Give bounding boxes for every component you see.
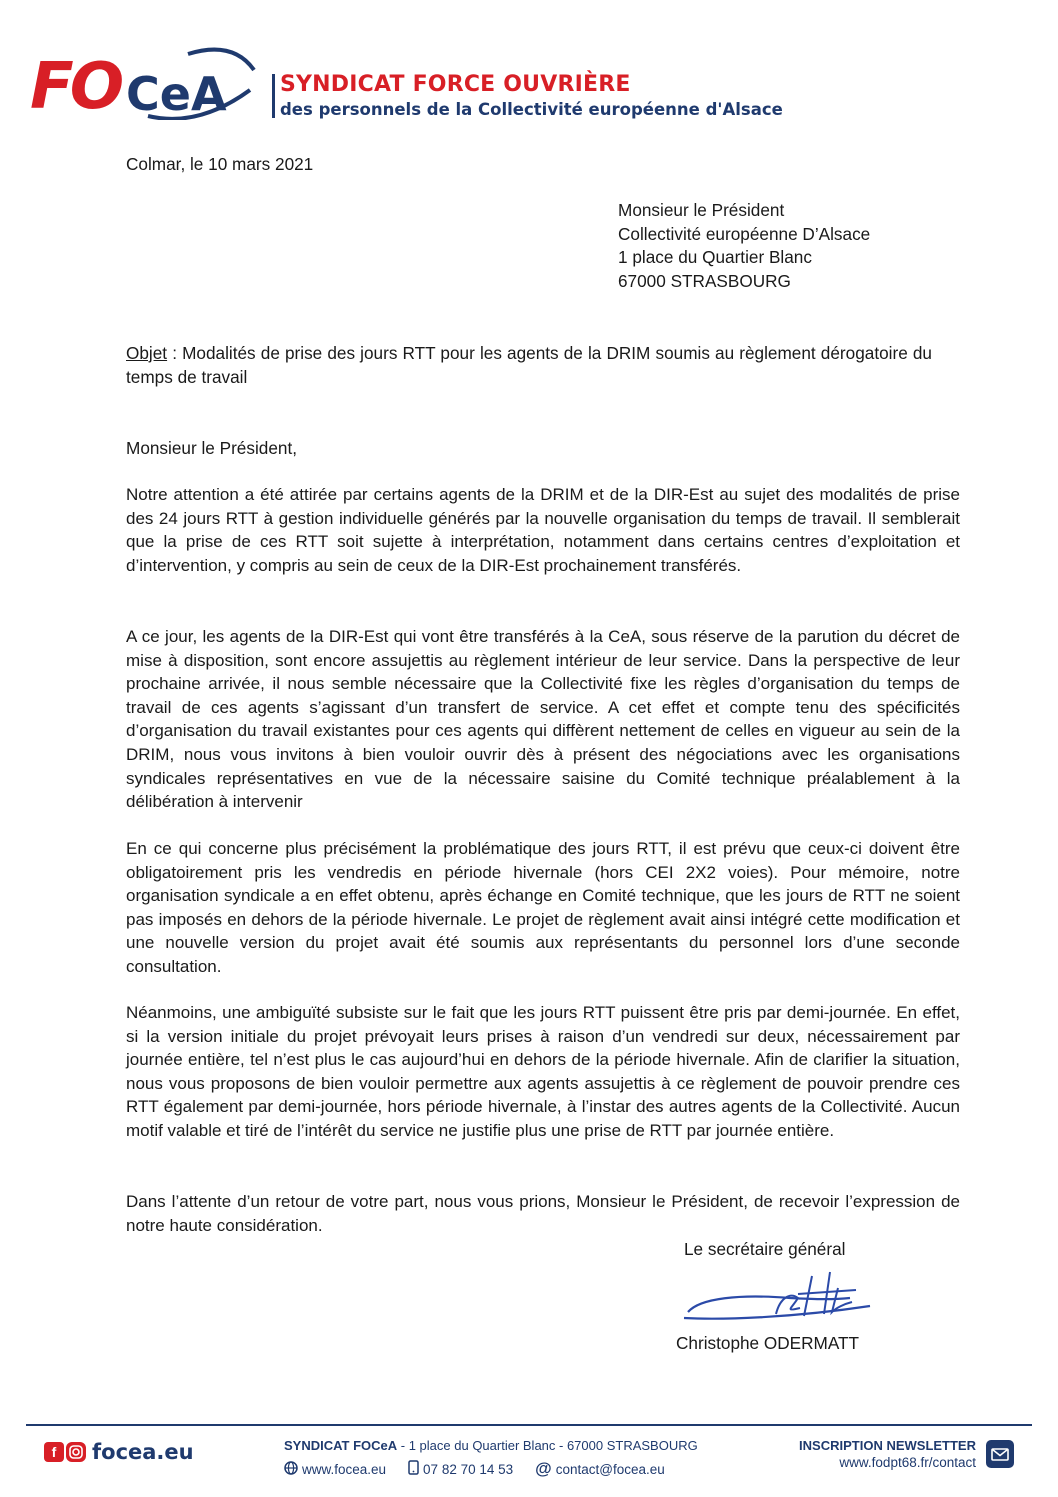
subject-line bbox=[126, 341, 932, 389]
globe-icon bbox=[284, 1461, 298, 1478]
subject-text: : Modalités de prise des jours RTT pour les agents de la DRIM soumis au règlement dérogatoire du temps de travail bbox=[126, 343, 932, 387]
at-icon: @ bbox=[535, 1459, 552, 1478]
signatory-name: Christophe ODERMATT bbox=[676, 1333, 860, 1353]
salutation: Monsieur le Président, bbox=[126, 438, 298, 458]
org-name: SYNDICAT FOCeA bbox=[284, 1438, 398, 1453]
phone-icon bbox=[408, 1460, 419, 1478]
web-link[interactable]: www.focea.eu bbox=[302, 1461, 387, 1477]
subject-label: Objet bbox=[126, 343, 168, 363]
email-link[interactable]: contact@focea.eu bbox=[555, 1461, 665, 1477]
contact-line bbox=[284, 1459, 724, 1479]
site-link[interactable]: focea.eu bbox=[92, 1440, 194, 1464]
handwritten-signature bbox=[680, 1268, 880, 1328]
social-links bbox=[44, 1440, 194, 1464]
signatory-title: Le secrétaire général bbox=[684, 1239, 846, 1259]
org-address: - 1 place du Quartier Blanc - 67000 STRASBOURG bbox=[397, 1438, 698, 1453]
newsletter-link[interactable]: www.fodpt68.fr/contact bbox=[839, 1455, 976, 1470]
body-paragraph: A ce jour, les agents de la DIR-Est qui vont être transférés à la CeA, sous réserve de la parution du décret de mise à disposition, sont encore assujettis au règlement intérieur de leur service. Dans la perspective de leur prochaine arrivée, il nous semble nécessaire que la Collectivité fixe les règles d’organisation du temps de travail de ces agents s’agissant d’un transfert de service. A cet effet et compte tenu des spécificités d’organisation du travail existantes pour ces agents qui diffèrent nettement de celles en vigueur au sein de la DRIM, nous vous invitons à bien vouloir ouvrir dès à présent des négociations avec les organisations syndicales représentatives en vue de la nécessaire saisine du Comité technique préalablement à la délibération à intervenir bbox=[126, 627, 960, 812]
newsletter-title: INSCRIPTION NEWSLETTER bbox=[799, 1438, 976, 1453]
recipient-line: Collectivité européenne D’Alsace bbox=[618, 223, 871, 244]
phone-number[interactable]: 07 82 70 14 53 bbox=[423, 1461, 514, 1477]
footer-rule bbox=[26, 1424, 1032, 1426]
header-divider bbox=[272, 74, 275, 118]
instagram-icon[interactable] bbox=[66, 1442, 86, 1462]
org-subtitle: des personnels de la Collectivité européenne d'Alsace bbox=[280, 100, 783, 119]
body-paragraph: Néanmoins, une ambiguïté subsiste sur le fait que les jours RTT puissent être pris par demi-journée. En effet, si la version initiale du projet prévoyait leurs prises à raison d’un vendredi sur deux, nécessairement par journée entière, tel n’est plus le cas aujourd’hui en dehors de la période hivernale. Afin de clarifier la situation, nous vous proposons de bien vouloir permettre aux agents assujettis à ce règlement de pouvoir prendre ces RTT également par demi-journée, hors période hivernale, à l’instar des autres agents de la Collectivité. Aucun motif valable et tiré de l’intérêt du service ne justifie plus une prise de RTT par journée entière. bbox=[126, 1003, 960, 1140]
logo-cea-text: CeA bbox=[126, 67, 227, 120]
recipient-line: 67000 STRASBOURG bbox=[618, 270, 791, 291]
contact-block bbox=[284, 1438, 724, 1479]
body-paragraph: En ce qui concerne plus précisément la problématique des jours RTT, il est prévu que ceux-ci doivent être obligatoirement pris les vendredis en période hivernale (hors CEI 2X2 voies). Pour mémoire, notre organisation syndicale a en effet obtenu, après échange en Comité technique, que les jours de RTT ne soient pas imposés en dehors de la période hivernale. Le projet de règlement avait ainsi intégré cette modification et une nouvelle version du projet avait été soumis aux représentants du personnel lors d’une seconde consultation. bbox=[126, 839, 960, 976]
org-title: SYNDICAT FORCE OUVRIÈRE bbox=[280, 72, 631, 97]
facebook-icon[interactable]: f bbox=[44, 1442, 64, 1462]
mail-icon[interactable] bbox=[986, 1440, 1014, 1468]
org-address-line bbox=[284, 1438, 724, 1453]
recipient-address bbox=[618, 199, 870, 293]
recipient-line: Monsieur le Président bbox=[618, 200, 785, 220]
body-paragraph: Notre attention a été attirée par certains agents de la DRIM et de la DIR-Est au sujet des modalités de prise des 24 jours RTT à gestion individuelle générés par la nouvelle organisation du temps de travail. Il semblerait que la prise de ces RTT soit sujette à interprétation, notamment dans certains centres d’exploitation et d’intervention, y compris au sein de ceux de la DIR-Est prochainement transférés. bbox=[126, 485, 960, 575]
newsletter-block bbox=[786, 1438, 976, 1470]
place-date: Colmar, le 10 mars 2021 bbox=[126, 154, 314, 174]
footer bbox=[0, 1436, 1058, 1496]
closing-paragraph: Dans l’attente d’un retour de votre part, nous vous prions, Monsieur le Président, de recevoir l’expression de notre haute considération. bbox=[126, 1192, 960, 1235]
logo-fo-text: FO bbox=[30, 50, 121, 120]
recipient-line: 1 place du Quartier Blanc bbox=[618, 247, 812, 267]
foc-ea-logo bbox=[28, 30, 268, 120]
letterhead bbox=[28, 30, 788, 125]
